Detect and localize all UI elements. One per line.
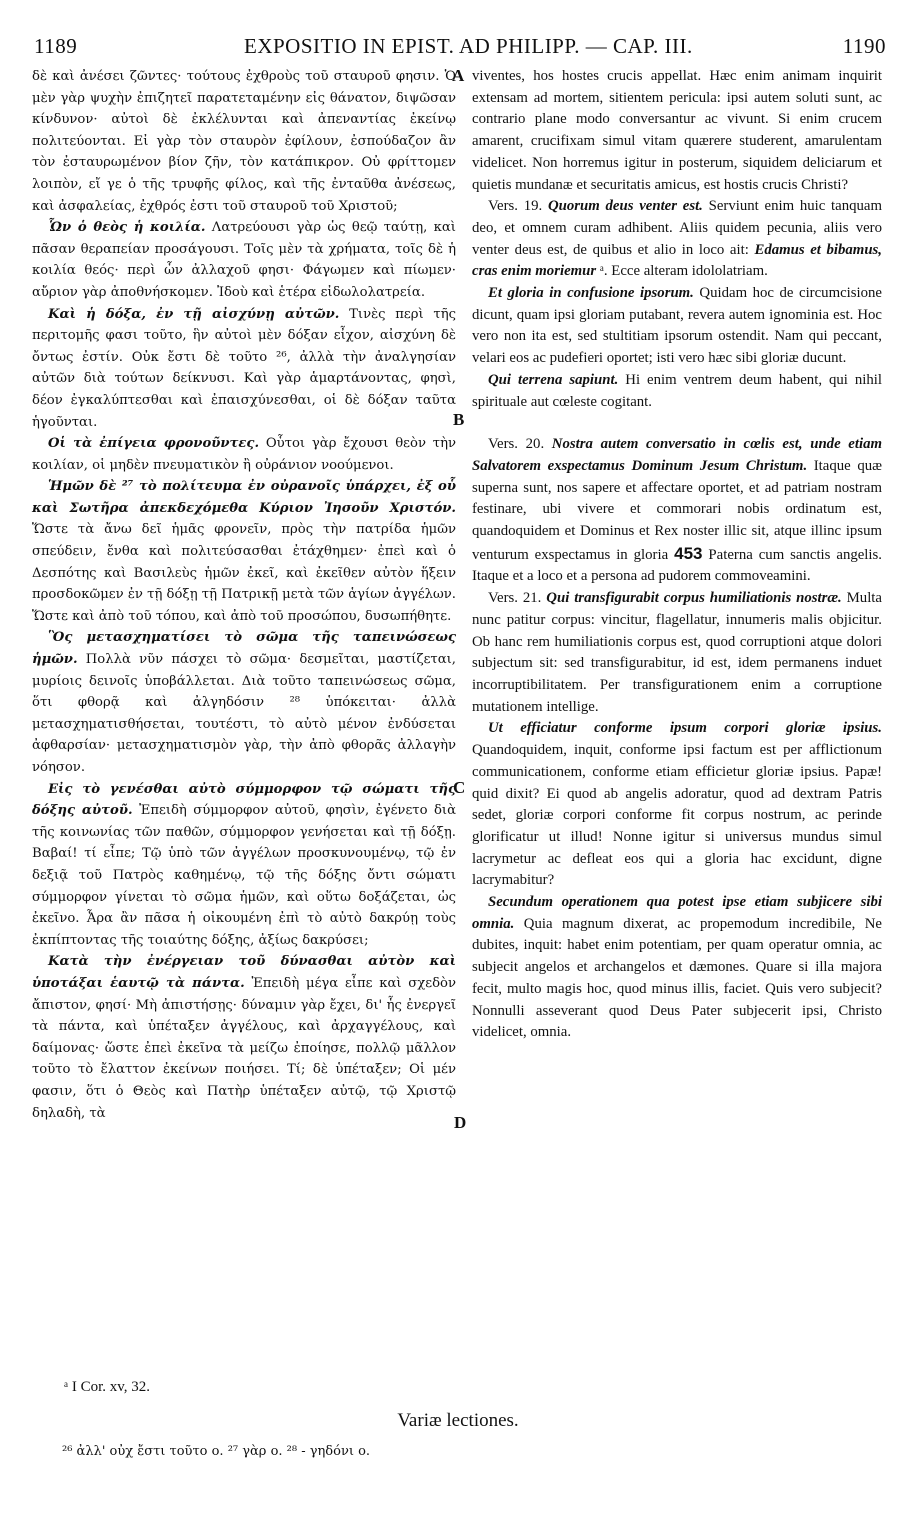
footnote: ᵃ I Cor. xv, 32.: [64, 1379, 151, 1395]
page-number-left: 1189: [34, 34, 78, 58]
greek-lemma: Ἡμῶν δὲ ²⁷ τὸ πολίτευμα ἐν οὐρανοῖς ὑπάρχει, ἐξ οὗ καὶ Σωτῆρα ἀπεκδεχόμεθα Κύριον Ἰησοῦν Χριστόν.: [32, 479, 456, 516]
latin-text: Quia magnum dixerat, ac propemodum incredibile, Ne dubites, inquit: habet enim potentiam, per quam operatur omnia, ac subjecit angelos et archangelos et dæmones. Quare si illa majora fecit, multo magis hoc, quod minus illis, faciet. Quis vero subjecit? Nonnulli asseverant quod Deus Pater subjecerit ipsi, Christo videlicet, omnia.: [472, 915, 882, 1041]
greek-paragraph: [32, 476, 456, 627]
greek-lemma: Ὃς μετασχηματίσει τὸ σῶμα τῆς ταπεινώσεως ἡμῶν.: [32, 630, 456, 668]
section-marker-c: C: [453, 778, 466, 797]
greek-paragraph: δὲ καὶ ἀνέσει ζῶντες· τούτους ἐχθροὺς τοῦ σταυροῦ φησιν. Ὁ μὲν γὰρ ψυχὴν ἐπιζητεῖ παρατεταμένην εἰς θάνατον, διψῶσαν κίνδυνον· αὐτοὶ δὲ ἐκλέλυνται καὶ ἀπεναντίας ἐκείνῳ πολιτεύονται. Εἰ γὰρ τὸν σταυρὸν ἐφίλουν, ἐσπούδαζον ἂν τὸν ἐσταυρωμένον βίον ζῆν, τὸν κατάπικρον. Οὐ φρίττομεν λοιπὸν, εἴ γε ὁ τῆς τρυφῆς φίλος, καὶ τῆς ἐνταῦθα ἀνέσεως, καὶ ἀσφαλείας, ἐχθρός ἐστι τοῦ σταυροῦ τοῦ Χριστοῦ;: [32, 69, 456, 214]
latin-paragraph: [472, 434, 882, 588]
variae-lectiones-title: Variæ lectiones.: [397, 1410, 519, 1431]
verse-label: Vers. 20.: [488, 436, 545, 453]
latin-paragraph: viventes, hos hostes crucis appellat. Hæc enim animam inquirit extensam ad mortem, sitientem pericula: ipsi autem soluti sunt, ac contrario plane modo conversantur ac vivunt. Si enim crucem amarent, crucifixam simul vitam quærere studerent, amarulentam videlicet. Non horremus igitur in posterum, siquidem deliciarum et quietis mundanæ et securitatis amicus, est hostis crucis Christi?: [472, 68, 882, 193]
page-number-right: 1190: [842, 34, 886, 58]
section-marker-b: B: [453, 410, 465, 429]
greek-paragraph: [32, 433, 456, 476]
greek-text: Τινὲς περὶ τῆς περιτομῆς φασι τοῦτο, ἣν αὐτοὶ μὲν δόξαν εἶχον, αἰσχύνη δὲ ὄντως ἐστίν. Οὐκ ἔστι δὲ τοῦτο ²⁶, ἀλλὰ τὴν ἀναλγησίαν αὐτῶν διὰ τούτων δείκνυσι. Καὶ γὰρ ἁμαρτάνοντας, φησὶ, δέον ἐγκαλύπτεσθαι καὶ ἐπαισχύνεσθαι, οἱ δὲ δόξαν ταῦτα ἡγοῦνται.: [32, 306, 456, 430]
latin-text: Quidam hoc de circumcisione dicunt, quam ipsi gloriam putabant, revera autem ignominia est. Hoc vero non ita est, sed stultitiam ipsorum ostendit. Nam qui peccant, velari eos ac pudefieri oportet; isti vero hæc sibi gloriæ ducunt.: [472, 285, 882, 367]
latin-text: Quandoquidem, inquit, conforme ipsi factum est per afflictionum communicationem, conforme etiam efficietur gloriæ ipsius. Papæ! quid dixit? Ei quod ab angelis adoratur, quod ad dextram Patris sedet, gloriæ corpori conforme fit corpus nostrum, ac perinde glorificatur ut illud! Nonne igitur si universus mundus simul lacrymetur ac defleat eos qui a gloria hac excidunt, digne lacrymabitur?: [472, 742, 882, 889]
latin-paragraph: [472, 718, 882, 892]
greek-text: Λατρεύουσι γὰρ ὡς θεῷ ταύτῃ, καὶ πᾶσαν θεραπείαν προσάγουσι. Τοῖς μὲν τὰ χρήματα, τοῖς δὲ ἡ κοιλία θεός· περὶ ὧν ἀλλαχοῦ φησι· Φάγωμεν καὶ πίωμεν· αὔριον γὰρ ἀποθνήσκομεν. Ἰδοὺ καὶ ἑτέρα εἰδωλολατρεία.: [32, 220, 456, 300]
greek-lemma: Κατὰ τὴν ἐνέργειαν τοῦ δύνασθαι αὐτὸν καὶ ὑποτάξαι ἑαυτῷ τὰ πάντα.: [32, 954, 456, 991]
greek-paragraph: [32, 779, 456, 952]
section-marker-a: A: [452, 66, 465, 85]
greek-paragraph: [32, 304, 456, 434]
greek-lemma: Εἰς τὸ γενέσθαι αὐτὸ σύμμορφον τῷ σώματι τῆς δόξης αὐτοῦ.: [32, 781, 456, 819]
greek-lemma: Οἱ τὰ ἐπίγεια φρονοῦντες.: [48, 436, 260, 452]
greek-paragraph: [32, 951, 456, 1124]
latin-paragraph: [472, 196, 882, 283]
latin-lemma: Quorum deus venter est.: [542, 198, 703, 215]
page-header: [34, 34, 886, 62]
greek-text: Ἐπειδὴ σύμμορφον αὐτοῦ, φησὶν, ἐγένετο διὰ τῆς κοινωνίας τῶν παθῶν, σύμμορφον γενήσεται καὶ τῇ δόξῃ. Βαβαί! τί εἶπε; Τῷ ὑπὸ τῶν ἀγγέλων προσκυνουμένῳ, τῷ ἐν δεξιᾷ τοῦ Πατρὸς καθημένῳ, τῷ τῆς δόξης ὄντι σώματι σύμμορφον γίνεται τὸ σῶμα ἡμῶν, καὶ οὕτω δοξάζεται, ὡς ἐκεῖνο. Ἆρα ἂν πᾶσα ἡ οἰκουμένη ἐπὶ τὸ αὐτὸ δακρύῃ τοὺς ἐκπίπτοντας τῆς τοιαύτης δόξης, ἀξίως δακρύσει;: [32, 803, 456, 948]
greek-paragraph: [32, 627, 456, 778]
latin-text: Itaque quæ superna sunt, nos sapere et affectare oportet, et ad patriam nostram festinare, ubi vivere et commorari nobis ordinatum est, quandoquidem et Dominus et Rex noster illic sit, atque illinc ipsum venturum exspectamus in gloria: [472, 457, 882, 563]
latin-paragraph: [472, 892, 882, 1044]
latin-lemma: Ut efficiatur conforme ipsum corpori gloriæ ipsius.: [488, 720, 882, 737]
greek-text: Ὥστε τὰ ἄνω δεῖ ἡμᾶς φρονεῖν, πρὸς τὴν πατρίδα ἡμῶν σπεύδειν, ἔνθα καὶ πολιτεύσασθαι ἐτάχθημεν· ἐπεὶ καὶ ὁ Δεσπότης καὶ Βασιλεὺς ἡμῶν ἐκεῖ, καὶ ἐκεῖθεν αὐτὸν ἥξειν προσδοκῶμεν ἐν τῇ δόξῃ τῇ Πατρικῇ μετὰ τῶν ἁγίων ἀγγέλων. Ὥστε καὶ ἀπὸ τοῦ τόπου, καὶ ἀπὸ τοῦ προσώπου, δυσωπήθητε.: [32, 522, 456, 624]
latin-lemma: Qui transfigurabit corpus humiliationis nostræ.: [541, 590, 842, 607]
section-marker-d: D: [454, 1113, 467, 1132]
running-title: EXPOSITIO IN EPIST. AD PHILIPP. — CAP. III.: [244, 34, 693, 58]
greek-text: Ἐπειδὴ μέγα εἶπε καὶ σχεδὸν ἄπιστον, φησί· Μὴ ἀπιστήσῃς· δύναμιν γὰρ ἔχει, δι' ἧς ἐνεργεῖ τὰ πάντα, καὶ ὑπέταξεν ἀγγέλους, καὶ ἀρχαγγέλους, καὶ δαίμονας· ὥστε ἐπεὶ ἐκεῖνα τὰ μείζω ἐποίησε, πολλῷ μᾶλλον τοῦτο τὸ ἔλαττον ἐκείνων ποιήσει. Τί; δὲ ὑπέταξεν; Οἱ μέν φασιν, ὅτι ὁ Θεὸς καὶ Πατὴρ ὑπέταξεν αὐτῷ, τῷ Χριστῷ δηλαδὴ, τὰ: [32, 975, 456, 1121]
verse-label: Vers. 19.: [488, 198, 543, 215]
latin-paragraph: [472, 588, 882, 718]
variae-lectiones-text: ²⁶ ἀλλ' οὐχ ἔστι τοῦτο ο. ²⁷ γὰρ ο. ²⁸ - γηδόνι ο.: [62, 1444, 371, 1459]
greek-text: Πολλὰ νῦν πάσχει τὸ σῶμα· δεσμεῖται, μαστίζεται, μυρίοις δεινοῖς ὑποβάλλεται. Διὰ τοῦτο ταπεινώσεως σῶμα, ὅτι φθορᾷ καὶ ἀλγηδόσιν ²⁸ ὑπόκειται· ἀλλὰ μετασχηματισθήσεται, τουτέστι, τὸ αὐτὸ μένον ἐνδύσεται ἀφθαρσίαν· μετασχηματισμὸν γὰρ, τὴν ἀπὸ φθορᾶς ἀλλαγὴν νόησον.: [32, 652, 456, 775]
latin-quote: Edamus et bibamus, cras enim moriemur: [472, 241, 883, 280]
latin-lemma: Nostra autem conversatio in cœlis est, unde etiam Salvatorem exspectamus Dominum Jesum Christum.: [472, 436, 882, 474]
latin-paragraph: [472, 283, 882, 370]
latin-paragraph: [472, 370, 882, 413]
latin-text: Hi enim ventrem deum habent, qui nihil spirituale aut cœleste cogitant.: [472, 371, 882, 410]
latin-text: Multa nunc patitur corpus: vincitur, flagellatur, innumeris malis objicitur. Ob hanc rem humiliationis corpus est, quod corruptioni atque dolori subjectum sit: sed transfigurabitur, id est, idem permanens induet incorruptibilitatem. Per transfigurationem enim a corruptione mutationem intellige.: [472, 590, 882, 715]
latin-lemma: Secundum operationem qua potest ipse etiam subjicere sibi omnia.: [472, 894, 882, 932]
latin-lemma: Qui terrena sapiunt.: [488, 371, 619, 388]
column-number: 453: [674, 543, 703, 563]
greek-lemma: Καὶ ἡ δόξα, ἐν τῇ αἰσχύνῃ αὐτῶν.: [48, 306, 340, 322]
greek-lemma: Ὧν ὁ θεὸς ἡ κοιλία.: [48, 220, 206, 236]
verse-label: Vers. 21.: [488, 590, 542, 607]
greek-paragraph: [32, 217, 456, 303]
latin-column: [472, 66, 882, 1044]
greek-text: Οὗτοι γὰρ ἔχουσι θεὸν τὴν κοιλίαν, οἱ μηδὲν πνευματικὸν ἢ οὐράνιον νοούμενοι.: [32, 436, 456, 473]
latin-text: ᵃ. Ecce alteram idololatriam.: [596, 263, 768, 280]
latin-text: Paterna cum sanctis angelis. Itaque et a loco et a persona ad pudorem commoveamini.: [472, 546, 882, 585]
greek-column: [32, 66, 456, 1124]
latin-lemma: Et gloria in confusione ipsorum.: [488, 285, 694, 302]
latin-text: Serviunt enim huic tanquam deo, et omnem curam adhibent. Aliis quidem pecunia, aliis vero venter deus est, de quibus et alio in loco ait:: [472, 198, 882, 258]
